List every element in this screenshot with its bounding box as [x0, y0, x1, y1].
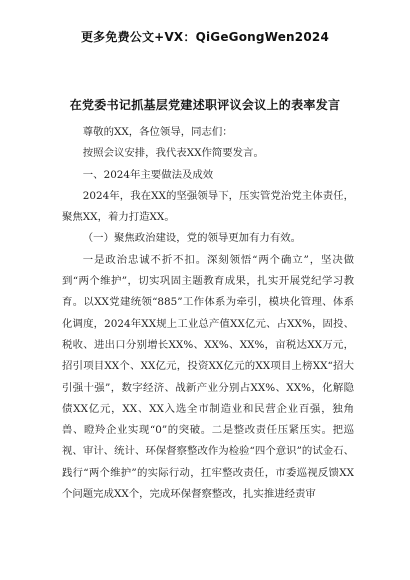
document-body — [62, 122, 354, 505]
salutation: 尊敬的XX，各位领导，同志们： — [82, 126, 233, 138]
subsection-heading: （一）聚焦政治建设，党的领导更加有力有效。 — [82, 232, 301, 245]
document-title: 在党委书记抓基层党建述职评议会议上的表率发言 — [69, 98, 341, 112]
paragraph: 按照会议安排，我代表XX作简要发言。 — [82, 147, 264, 160]
section-heading: 一、2024年主要做法及成效 — [82, 168, 214, 181]
header-watermark-text: 更多免费公文+VX：QiGeGongWen2024 — [80, 30, 329, 44]
paragraph: 2024年，我在XX的坚强领导下，压实管党治党主体责任，聚焦XX，着力打造XX。 — [62, 189, 354, 224]
paragraph: 一是政治忠诚不折不扣。深刻领悟“两个确立”，坚决做到“两个维护”，切实巩固主题教育成果，扎实开展党纪学习教育。以XX党建统领“885”工作体系为牵引，模块化管理、体系化调度，2024年XX规上工业总产值XX亿元、占XX%，固投、税收、进出口分别增长XX%、XX%、XX%，亩税达XX万元，招引项目XX个、XX亿元，投资XX亿元的XX项目上榜XX“招大引强十强”，数字经济、战新产业分别占XX%、XX%，化解隐债XX亿元，XX、XX入选全市制造业和民营企业百强，独角兽、瞪羚企业实现“0”的突破。二是整改责任压紧压实。把巡视、审计、统计、环保督察整改作为检验“四个意识”的试金石、践行“两个维护”的实际行动，扛牢整改责任，市委巡视反馈XX个问题完成XX个，完成环保督察整改，扎实推进经责审 — [62, 253, 354, 501]
